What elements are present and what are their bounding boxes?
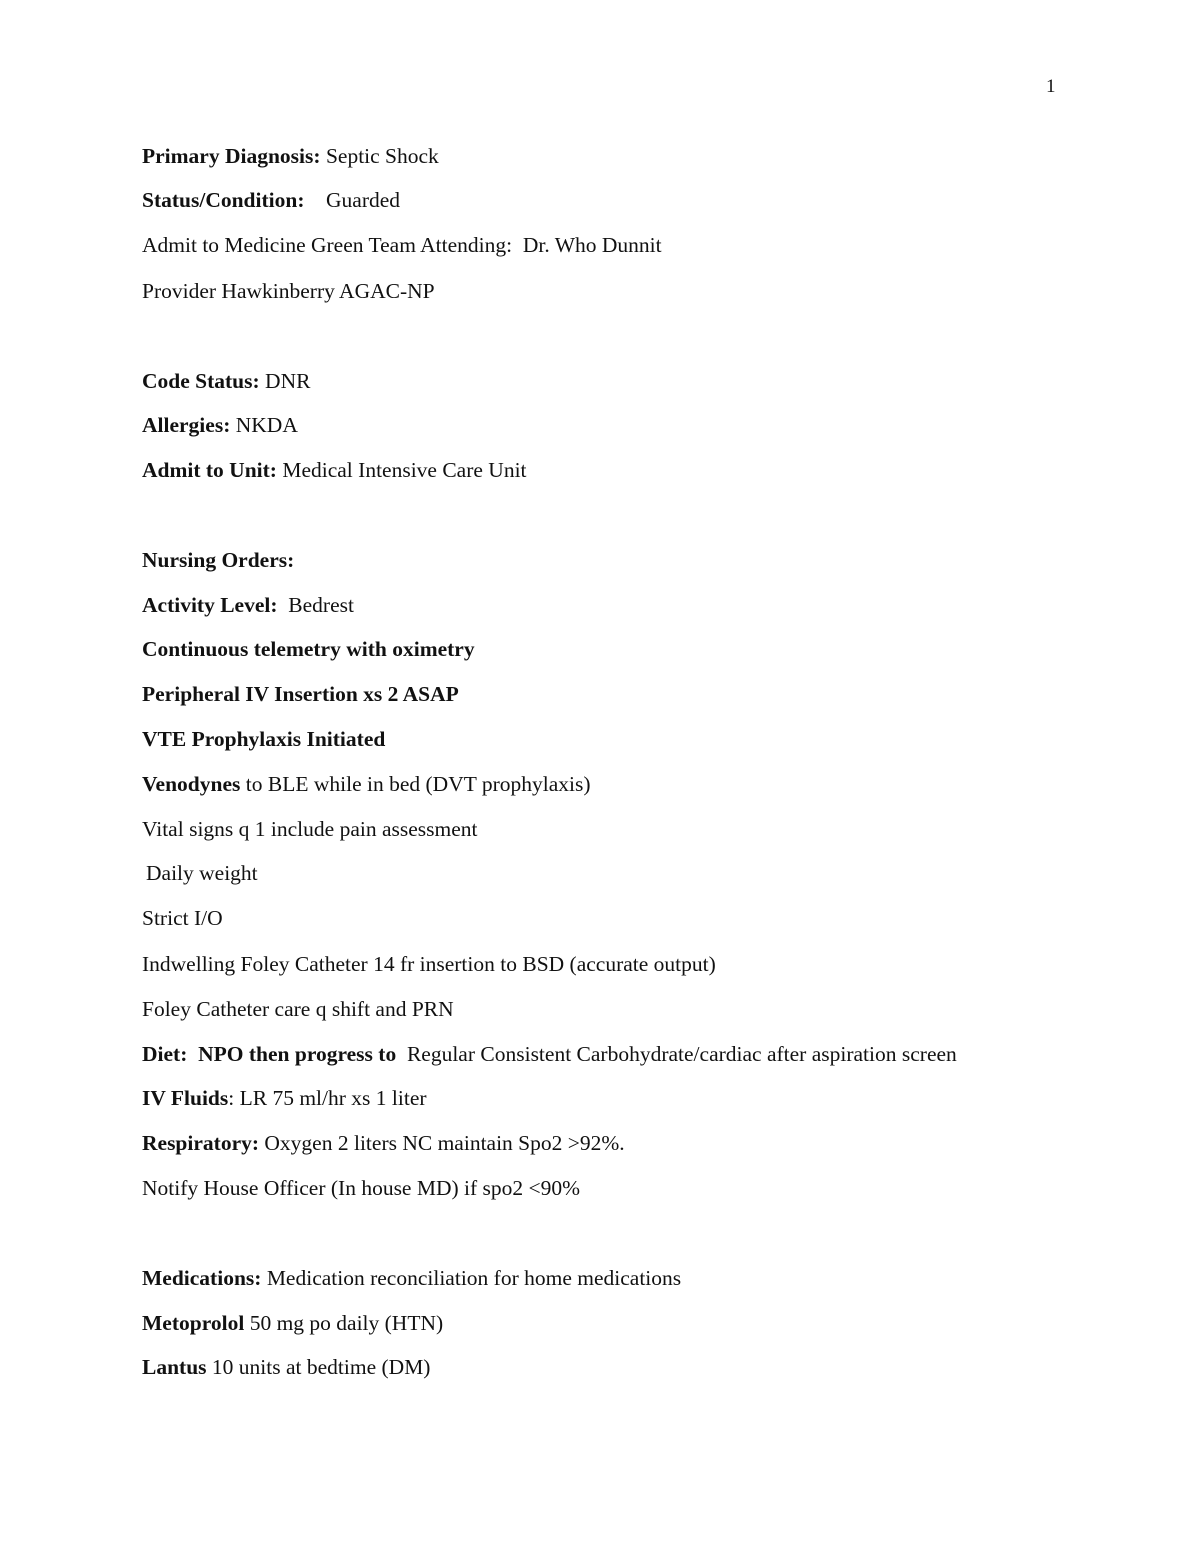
line-text: to BLE while in bed (DVT prophylaxis) (240, 772, 591, 796)
venodynes-line (142, 770, 591, 798)
diet-line (142, 1040, 957, 1068)
status-condition-line (142, 186, 400, 214)
line-label: Allergies: (142, 413, 231, 437)
foley-care-line (142, 995, 454, 1023)
peripheral-iv-line (142, 680, 459, 708)
line-label: Venodynes (142, 772, 241, 796)
strict-io-line (142, 904, 223, 932)
line-label: Admit to Unit: (142, 458, 277, 482)
admit-unit-line (142, 456, 527, 484)
line-label: Lantus (142, 1355, 207, 1379)
line-text: DNR (259, 369, 311, 393)
line-text: : LR 75 ml/hr xs 1 liter (228, 1086, 427, 1110)
line-text: Guarded (304, 188, 401, 212)
line-text: Vital signs q 1 include pain assessment (142, 817, 478, 841)
page-number: 1 (1046, 76, 1056, 97)
line-text: Oxygen 2 liters NC maintain Spo2 >92%. (259, 1131, 625, 1155)
line-text: NKDA (230, 413, 298, 437)
admit-team-line (142, 231, 662, 259)
activity-level-line (142, 591, 354, 619)
line-label: Metoprolol (142, 1311, 245, 1335)
line-text: Foley Catheter care q shift and PRN (142, 997, 454, 1021)
allergies-line (142, 411, 298, 439)
foley-insertion-line (142, 950, 716, 978)
line-label: Diet: NPO then progress to (142, 1042, 397, 1066)
line-label: Activity Level: (142, 593, 278, 617)
line-text: Provider Hawkinberry AGAC-NP (142, 279, 435, 303)
line-label: Status/Condition: (142, 188, 305, 212)
line-text: Regular Consistent Carbohydrate/cardiac after aspiration screen (396, 1042, 957, 1066)
code-status-line (142, 367, 310, 395)
primary-diagnosis-line (142, 142, 439, 170)
line-text: Admit to Medicine Green Team Attending: Dr. Who Dunnit (142, 233, 662, 257)
line-label: Medications: (142, 1266, 262, 1290)
line-label: Continuous telemetry with oximetry (142, 637, 475, 661)
line-text: Septic Shock (320, 144, 439, 168)
metoprolol-line (142, 1309, 443, 1337)
line-text: Medical Intensive Care Unit (276, 458, 527, 482)
vital-signs-line (142, 815, 478, 843)
line-label: Code Status: (142, 369, 260, 393)
line-label: IV Fluids (142, 1086, 229, 1110)
provider-line (142, 277, 435, 305)
line-label: Nursing Orders: (142, 548, 295, 572)
iv-fluids-line (142, 1084, 427, 1112)
line-text: Indwelling Foley Catheter 14 fr insertion to BSD (accurate output) (142, 952, 716, 976)
line-label: Peripheral IV Insertion xs 2 ASAP (142, 682, 459, 706)
vte-prophylaxis-line (142, 725, 385, 753)
line-text: Strict I/O (142, 906, 223, 930)
line-text: Notify House Officer (In house MD) if spo2 <90% (142, 1176, 581, 1200)
line-text: Bedrest (277, 593, 354, 617)
notify-house-officer-line (142, 1174, 580, 1202)
telemetry-line (142, 635, 475, 663)
line-label: Respiratory: (142, 1131, 260, 1155)
line-label: VTE Prophylaxis Initiated (142, 727, 386, 751)
lantus-line (142, 1353, 430, 1381)
line-label: Primary Diagnosis: (142, 144, 321, 168)
line-text: Medication reconciliation for home medications (261, 1266, 682, 1290)
daily-weight-line (142, 859, 258, 887)
nursing-orders-heading (142, 546, 294, 574)
line-text: 50 mg po daily (HTN) (244, 1311, 444, 1335)
respiratory-line (142, 1129, 625, 1157)
line-text: Daily weight (146, 861, 258, 885)
medications-line (142, 1264, 681, 1292)
line-text: 10 units at bedtime (DM) (206, 1355, 431, 1379)
